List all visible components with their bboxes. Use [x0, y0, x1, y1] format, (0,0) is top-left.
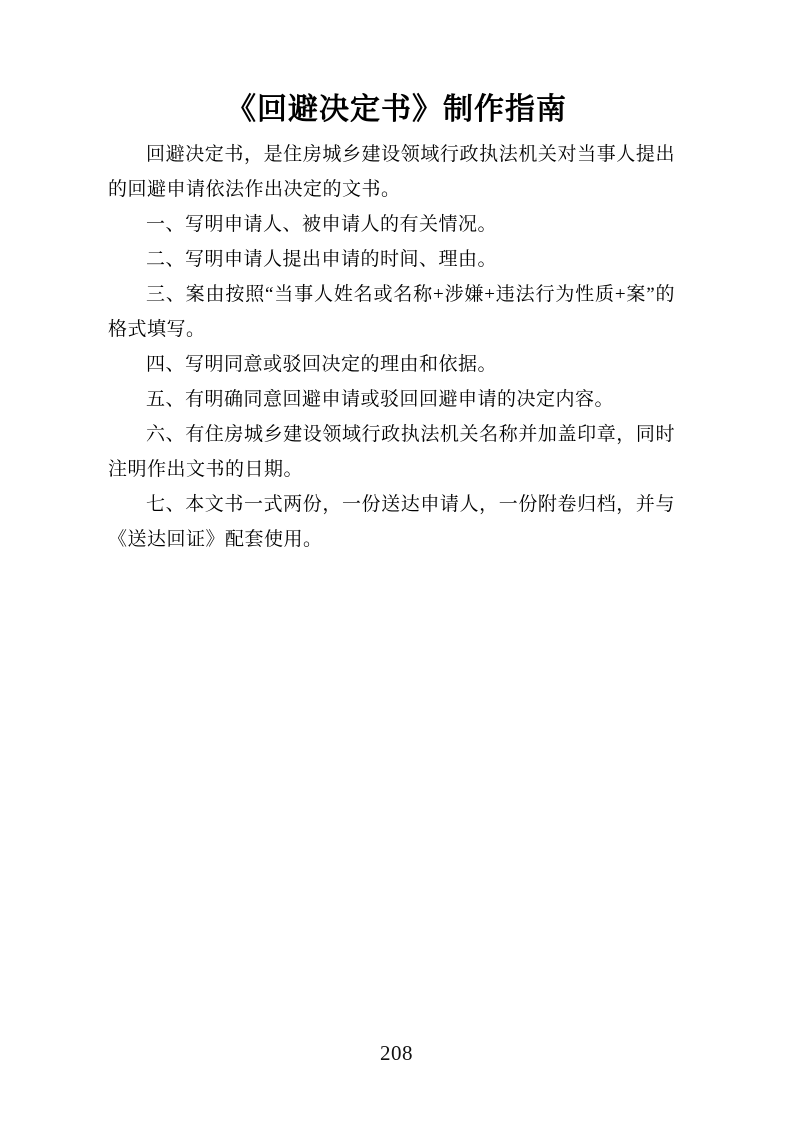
document-title: 《回避决定书》制作指南 — [226, 92, 567, 127]
paragraph-item-6: 六、有住房城乡建设领域行政执法机关名称并加盖印章，同时注明作出文书的日期。 — [108, 424, 675, 480]
paragraph-intro: 回避决定书，是住房城乡建设领域行政执法机关对当事人提出的回避申请依法作出决定的文书。 — [108, 144, 675, 200]
page-number: 208 — [380, 1041, 413, 1065]
paragraph-item-2: 二、写明申请人提出申请的时间、理由。 — [146, 249, 498, 270]
paragraph-item-4: 四、写明同意或驳回决定的理由和依据。 — [146, 354, 498, 375]
paragraph-item-1: 一、写明申请人、被申请人的有关情况。 — [146, 214, 498, 235]
paragraph-item-5: 五、有明确同意回避申请或驳回回避申请的决定内容。 — [146, 389, 615, 410]
document-body — [108, 137, 675, 557]
paragraph-item-7: 七、本文书一式两份，一份送达申请人，一份附卷归档，并与《送达回证》配套使用。 — [108, 494, 675, 550]
paragraph-item-3: 三、案由按照“当事人姓名或名称+涉嫌+违法行为性质+案”的格式填写。 — [108, 284, 675, 340]
